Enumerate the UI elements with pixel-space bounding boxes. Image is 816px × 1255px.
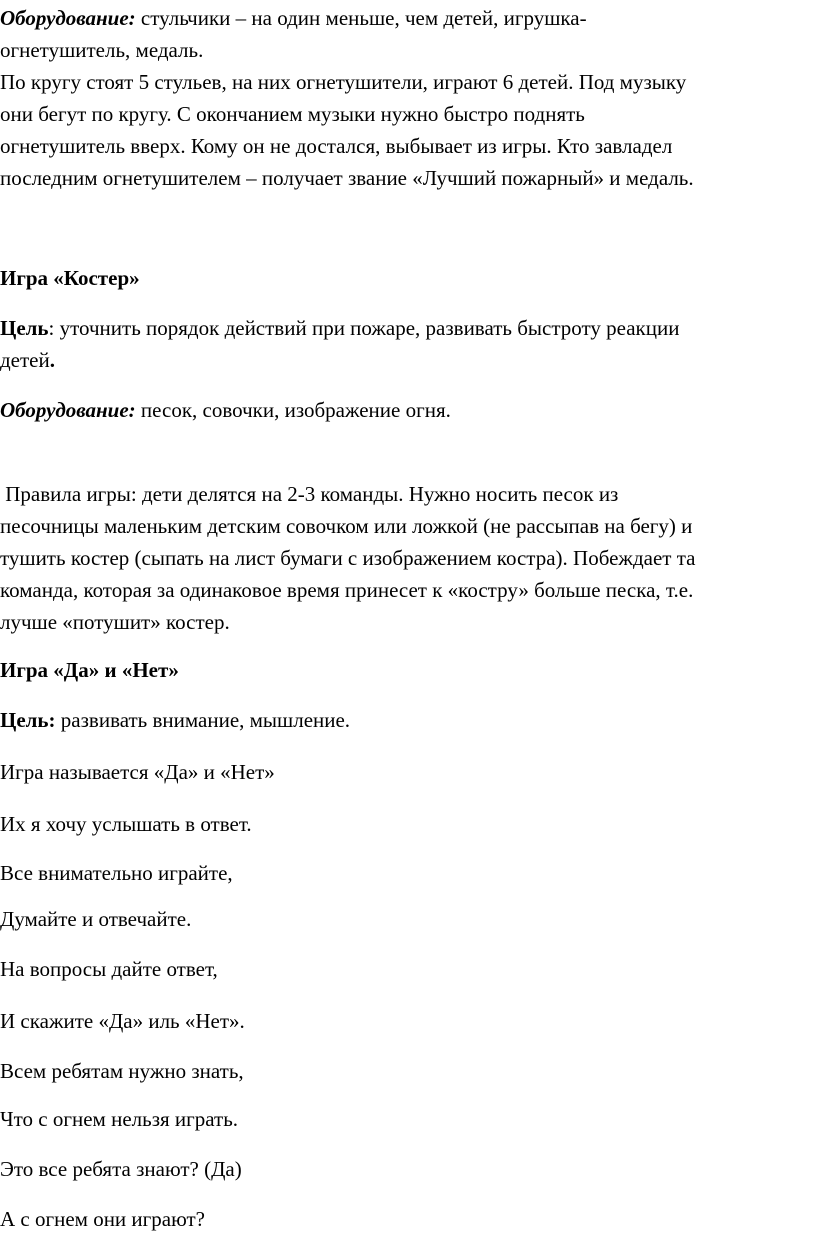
section-heading-koster: Игра «Костер» [0, 266, 140, 290]
equipment-paragraph-koster [0, 394, 812, 426]
goal-text: развивать внимание, мышление. [55, 708, 351, 732]
equipment-text: песок, совочки, изображение огня. [135, 398, 451, 422]
goal-paragraph-koster [0, 312, 812, 376]
poem-line: Думайте и отвечайте. [0, 907, 192, 931]
rules-paragraph-1 [0, 66, 812, 194]
goal-line-1 [0, 312, 812, 344]
poem-line: И скажите «Да» иль «Нет». [0, 1009, 245, 1033]
poem-line: Все внимательно играйте, [0, 861, 233, 885]
rules-line: команда, которая за одинаковое время принесет к «костру» больше песка, т.е. [0, 578, 694, 602]
equipment-line-1 [0, 2, 812, 34]
goal-text: : уточнить порядок действий при пожаре, развивать быстроту реакции [48, 316, 680, 340]
goal-line-2 [0, 344, 812, 376]
section-heading-da-net: Игра «Да» и «Нет» [0, 658, 179, 682]
rules-line: лучше «потушит» костер. [0, 610, 230, 634]
poem-line: Это все ребята знают? (Да) [0, 1157, 242, 1181]
goal-label: Цель [0, 316, 49, 340]
goal-label: Цель: [0, 708, 56, 732]
poem-line: А с огнем они играют? [0, 1207, 206, 1231]
rules-line: песочницы маленьким детским совочком или ложкой (не рассыпав на бегу) и [0, 514, 693, 538]
equipment-paragraph-1 [0, 2, 812, 66]
rules-line: По кругу стоят 5 стульев, на них огнетушители, играют 6 детей. Под музыку [0, 70, 687, 94]
goal-text-end: детей [0, 348, 50, 372]
goal-paragraph-da-net [0, 704, 812, 736]
poem-line: Игра называется «Да» и «Нет» [0, 760, 275, 784]
rules-line: Правила игры: дети делятся на 2-3 команды. Нужно носить песок из [0, 482, 619, 506]
poem-line: Их я хочу услышать в ответ. [0, 812, 252, 836]
poem-line: Что с огнем нельзя играть. [0, 1107, 239, 1131]
equipment-line [0, 394, 812, 426]
goal-period: . [49, 348, 55, 372]
rules-line: они бегут по кругу. С окончанием музыки нужно быстро поднять [0, 102, 585, 126]
equipment-text: стульчики – на один меньше, чем детей, игрушка- [135, 6, 587, 30]
rules-line: последним огнетушителем – получает звание «Лучший пожарный» и медаль. [0, 166, 694, 190]
poem-line: На вопросы дайте ответ, [0, 957, 218, 981]
equipment-label: Оборудование: [0, 6, 136, 30]
poem-line: Всем ребятам нужно знать, [0, 1059, 244, 1083]
rules-paragraph-koster [0, 478, 812, 638]
rules-line: огнетушитель вверх. Кому он не достался, выбывает из игры. Кто завладел [0, 134, 673, 158]
equipment-line-2: огнетушитель, медаль. [0, 38, 204, 62]
rules-line: тушить костер (сыпать на лист бумаги с изображением костра). Побеждает та [0, 546, 696, 570]
equipment-label: Оборудование: [0, 398, 136, 422]
goal-line [0, 704, 812, 736]
